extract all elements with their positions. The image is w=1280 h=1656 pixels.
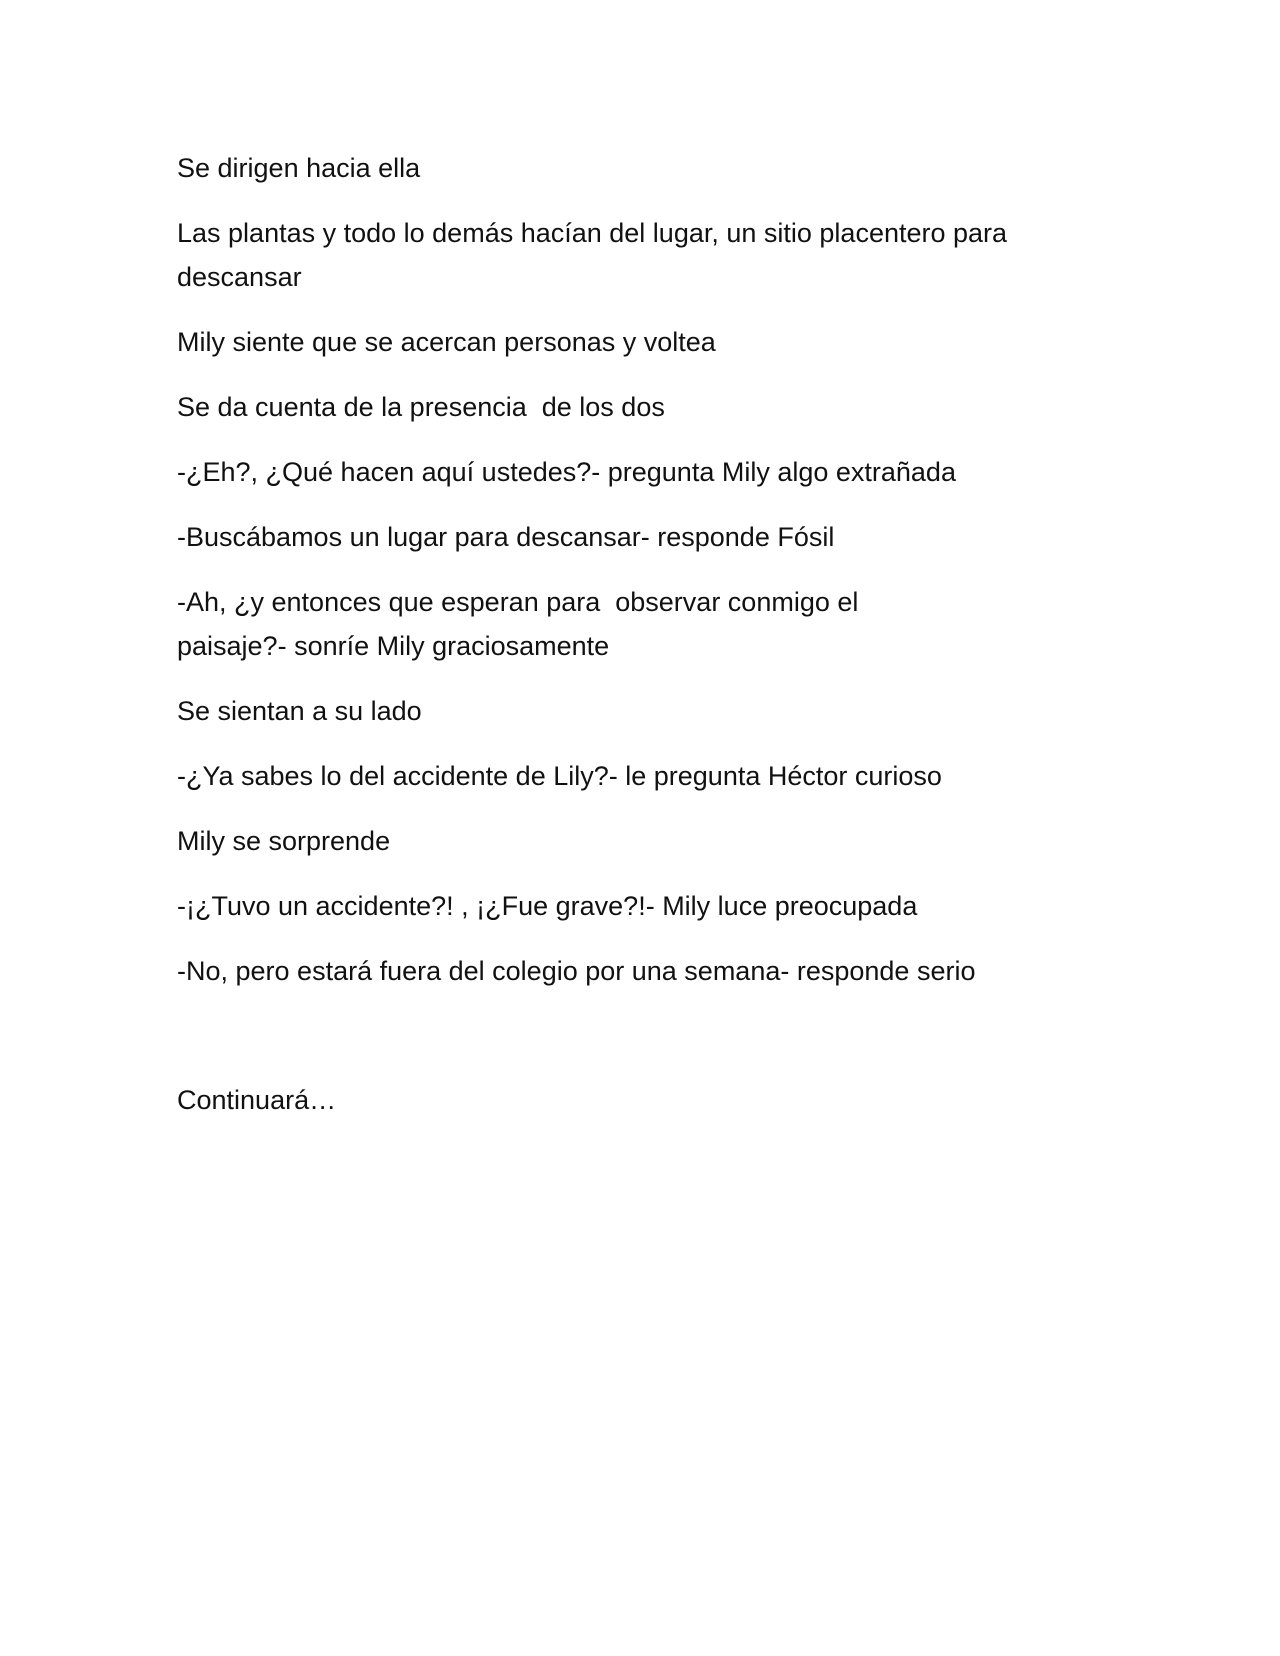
paragraph: Mily siente que se acercan personas y voltea [177, 327, 716, 357]
paragraph: Mily se sorprende [177, 826, 391, 856]
dialogue-line: -Buscábamos un lugar para descansar- responde Fósil [177, 522, 835, 552]
dialogue-line: -Ah, ¿y entonces que esperan para observar conmigo el paisaje?- sonríe Mily graciosamente [177, 587, 866, 661]
blank-space [177, 1014, 1077, 1078]
dialogue-line: -¿Ya sabes lo del accidente de Lily?- le pregunta Héctor curioso [177, 761, 942, 791]
dialogue-line: -¿Eh?, ¿Qué hacen aquí ustedes?- pregunta Mily algo extrañada [177, 457, 956, 487]
dialogue-line: -¡¿Tuvo un accidente?! , ¡¿Fue grave?!- Mily luce preocupada [177, 891, 918, 921]
closing-text: Continuará… [177, 1085, 337, 1115]
paragraph: Se da cuenta de la presencia de los dos [177, 392, 665, 422]
document-body [177, 146, 1077, 1122]
paragraph: Se dirigen hacia ella [177, 153, 421, 183]
paragraph: Las plantas y todo lo demás hacían del lugar, un sitio placentero para descansar [177, 218, 1015, 292]
paragraph: Se sientan a su lado [177, 696, 422, 726]
dialogue-line: -No, pero estará fuera del colegio por una semana- responde serio [177, 956, 976, 986]
